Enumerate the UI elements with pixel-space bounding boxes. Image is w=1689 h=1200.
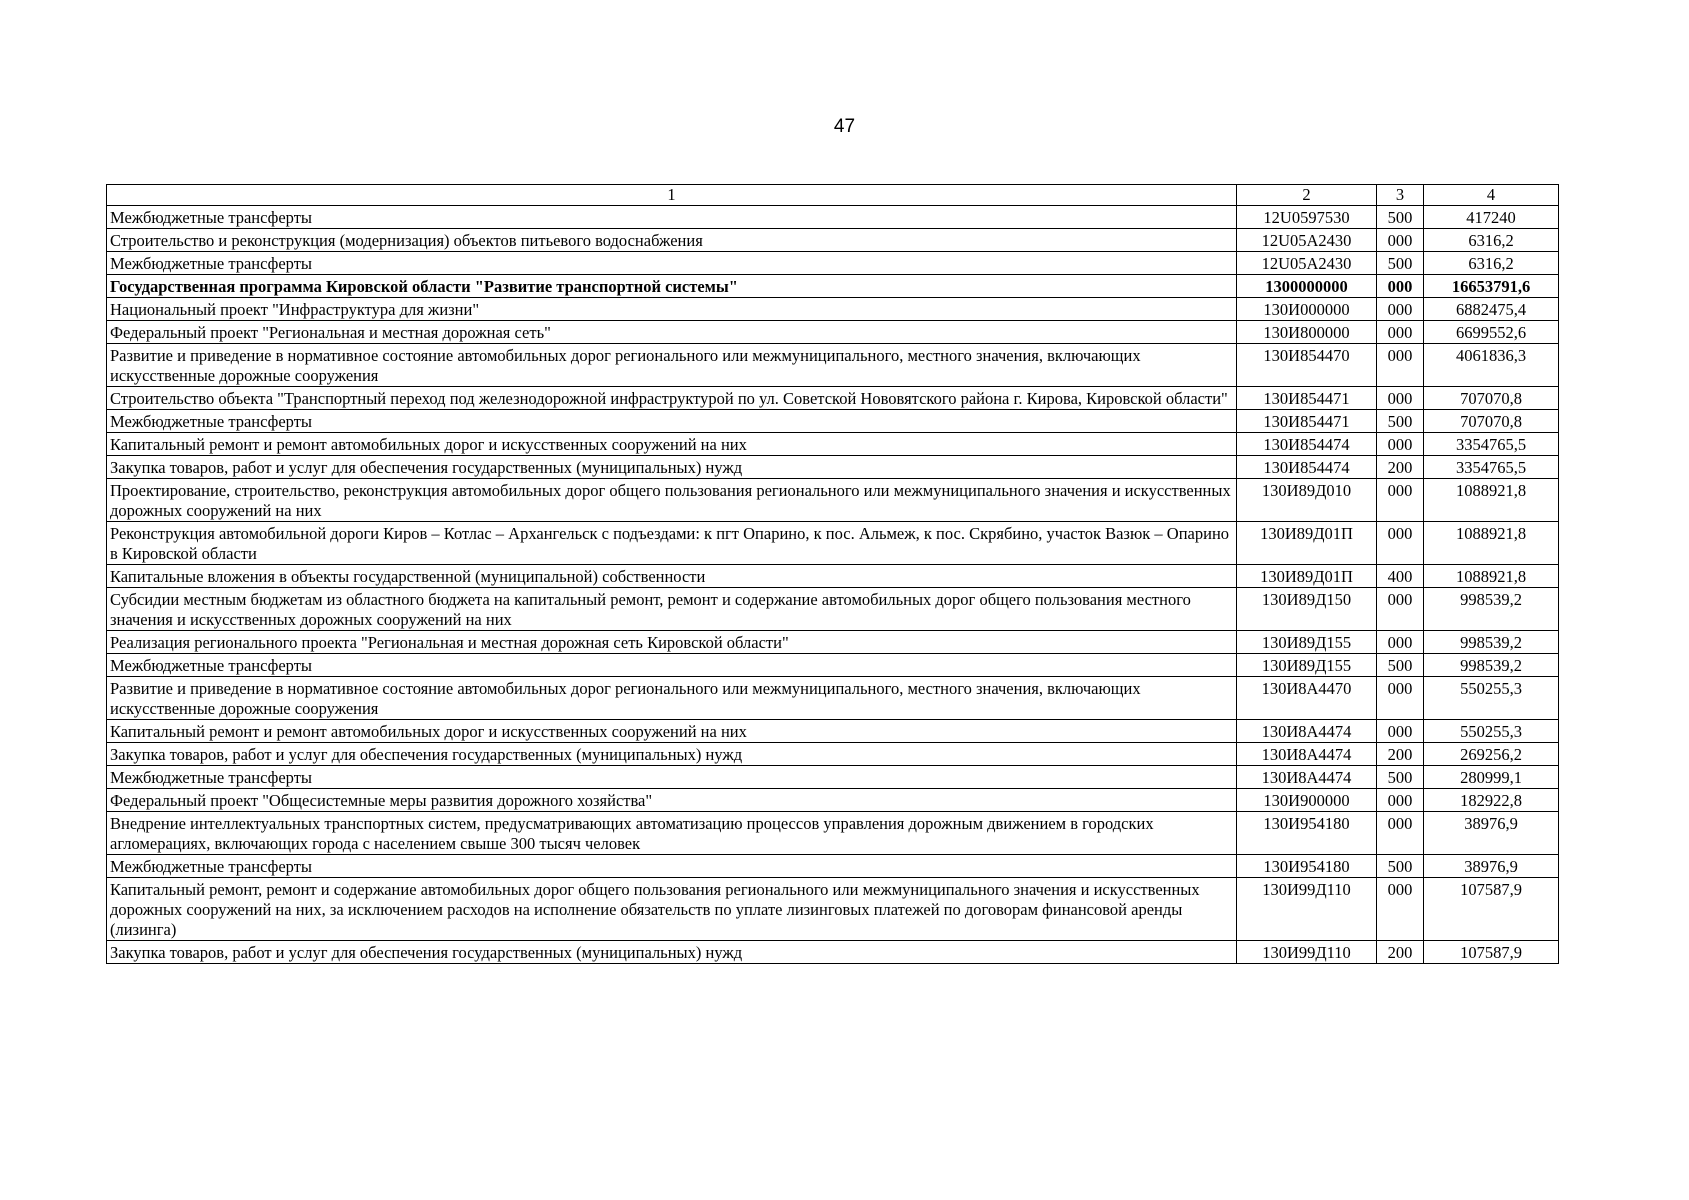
row-code-cell: 130И89Д01П: [1237, 522, 1377, 565]
row-amount-cell: 6316,2: [1424, 252, 1559, 275]
row-code-cell: 130И8А4470: [1237, 677, 1377, 720]
row-name-cell: Закупка товаров, работ и услуг для обеспечения государственных (муниципальных) нужд: [107, 456, 1237, 479]
row-code-cell: 130И000000: [1237, 298, 1377, 321]
row-amount-cell: 3354765,5: [1424, 456, 1559, 479]
column-header-code: 2: [1237, 185, 1377, 206]
row-type-cell: 000: [1377, 677, 1424, 720]
row-code-cell: 130И99Д110: [1237, 878, 1377, 941]
row-type-cell: 200: [1377, 941, 1424, 964]
row-name-cell: Субсидии местным бюджетам из областного бюджета на капитальный ремонт, ремонт и содержание автомобильных дорог общего пользования местного значения и искусственных дорожных сооружений на них: [107, 588, 1237, 631]
table-row: [107, 565, 1559, 588]
row-name-cell: Закупка товаров, работ и услуг для обеспечения государственных (муниципальных) нужд: [107, 941, 1237, 964]
row-name-cell: Развитие и приведение в нормативное состояние автомобильных дорог регионального или межмуниципального, местного значения, включающих искусственные дорожные сооружения: [107, 677, 1237, 720]
table-row: [107, 229, 1559, 252]
page-number: 47: [833, 116, 856, 137]
row-amount-cell: 1088921,8: [1424, 565, 1559, 588]
table-row: [107, 941, 1559, 964]
table-row: [107, 298, 1559, 321]
row-amount-cell: 6316,2: [1424, 229, 1559, 252]
table-header-row: [107, 185, 1559, 206]
row-type-cell: 000: [1377, 275, 1424, 298]
row-name-cell: Межбюджетные трансферты: [107, 252, 1237, 275]
row-code-cell: 130И854470: [1237, 344, 1377, 387]
table-row: [107, 456, 1559, 479]
table-row: [107, 479, 1559, 522]
row-name-cell: Национальный проект "Инфраструктура для жизни": [107, 298, 1237, 321]
row-name-cell: Капитальный ремонт, ремонт и содержание автомобильных дорог общего пользования регионального или межмуниципального значения и искусственных дорожных сооружений на них, за исключением расходов на исполнение обязательств по уплате лизинговых платежей по договорам финансовой аренды (лизинга): [107, 878, 1237, 941]
table-row: [107, 410, 1559, 433]
row-name-cell: Межбюджетные трансферты: [107, 654, 1237, 677]
table-row: [107, 878, 1559, 941]
row-type-cell: 500: [1377, 410, 1424, 433]
row-amount-cell: 38976,9: [1424, 812, 1559, 855]
table-row: [107, 588, 1559, 631]
row-code-cell: 12U05A2430: [1237, 252, 1377, 275]
row-name-cell: Проектирование, строительство, реконструкция автомобильных дорог общего пользования регионального или межмуниципального значения и искусственных дорожных сооружений на них: [107, 479, 1237, 522]
row-type-cell: 500: [1377, 654, 1424, 677]
row-amount-cell: 707070,8: [1424, 410, 1559, 433]
row-code-cell: 130И900000: [1237, 789, 1377, 812]
row-type-cell: 000: [1377, 433, 1424, 456]
row-name-cell: Федеральный проект "Региональная и местная дорожная сеть": [107, 321, 1237, 344]
row-amount-cell: 550255,3: [1424, 720, 1559, 743]
row-amount-cell: 707070,8: [1424, 387, 1559, 410]
column-header-amount: 4: [1424, 185, 1559, 206]
row-amount-cell: 550255,3: [1424, 677, 1559, 720]
row-name-cell: Межбюджетные трансферты: [107, 410, 1237, 433]
row-type-cell: 500: [1377, 766, 1424, 789]
table-row: [107, 252, 1559, 275]
row-code-cell: 130И89Д010: [1237, 479, 1377, 522]
row-type-cell: 200: [1377, 743, 1424, 766]
row-amount-cell: 6699552,6: [1424, 321, 1559, 344]
table-row: [107, 743, 1559, 766]
row-amount-cell: 107587,9: [1424, 941, 1559, 964]
row-name-cell: Реконструкция автомобильной дороги Киров – Котлас – Архангельск с подъездами: к пгт Опарино, к пос. Альмеж, к пос. Скрябино, участок Вазюк – Опарино в Кировской области: [107, 522, 1237, 565]
row-type-cell: 000: [1377, 789, 1424, 812]
row-name-cell: Внедрение интеллектуальных транспортных систем, предусматривающих автоматизацию процессов управления дорожным движением в городских агломерациях, включающих города с населением свыше 300 тысяч человек: [107, 812, 1237, 855]
row-name-cell: Капитальные вложения в объекты государственной (муниципальной) собственности: [107, 565, 1237, 588]
row-type-cell: 000: [1377, 344, 1424, 387]
row-name-cell: Закупка товаров, работ и услуг для обеспечения государственных (муниципальных) нужд: [107, 743, 1237, 766]
row-code-cell: 12U0597530: [1237, 206, 1377, 229]
row-code-cell: 130И8А4474: [1237, 743, 1377, 766]
table-row: [107, 275, 1559, 298]
row-code-cell: 130И854471: [1237, 387, 1377, 410]
column-header-type: 3: [1377, 185, 1424, 206]
row-code-cell: 130И89Д155: [1237, 654, 1377, 677]
row-code-cell: 130И954180: [1237, 855, 1377, 878]
row-code-cell: 130И854474: [1237, 433, 1377, 456]
table-row: [107, 855, 1559, 878]
table-row: [107, 321, 1559, 344]
table-body: [107, 206, 1559, 964]
column-header-name: 1: [107, 185, 1237, 206]
row-type-cell: 000: [1377, 812, 1424, 855]
table-row: [107, 812, 1559, 855]
row-amount-cell: 4061836,3: [1424, 344, 1559, 387]
row-amount-cell: 6882475,4: [1424, 298, 1559, 321]
row-type-cell: 000: [1377, 321, 1424, 344]
row-type-cell: 000: [1377, 720, 1424, 743]
row-type-cell: 000: [1377, 588, 1424, 631]
row-name-cell: Реализация регионального проекта "Региональная и местная дорожная сеть Кировской области": [107, 631, 1237, 654]
row-amount-cell: 280999,1: [1424, 766, 1559, 789]
row-name-cell: Строительство объекта "Транспортный переход под железнодорожной инфраструктурой по ул. Советской Нововятского района г. Кирова, Кировской области": [107, 387, 1237, 410]
row-code-cell: 130И8А4474: [1237, 720, 1377, 743]
row-type-cell: 000: [1377, 631, 1424, 654]
table-row: [107, 720, 1559, 743]
row-amount-cell: 998539,2: [1424, 654, 1559, 677]
table-row: [107, 344, 1559, 387]
row-amount-cell: 417240: [1424, 206, 1559, 229]
row-amount-cell: 1088921,8: [1424, 522, 1559, 565]
row-type-cell: 000: [1377, 387, 1424, 410]
row-type-cell: 400: [1377, 565, 1424, 588]
table-row: [107, 766, 1559, 789]
row-type-cell: 500: [1377, 252, 1424, 275]
row-code-cell: 130И854474: [1237, 456, 1377, 479]
row-amount-cell: 3354765,5: [1424, 433, 1559, 456]
row-amount-cell: 998539,2: [1424, 588, 1559, 631]
table-row: [107, 654, 1559, 677]
row-type-cell: 500: [1377, 855, 1424, 878]
row-amount-cell: 1088921,8: [1424, 479, 1559, 522]
row-code-cell: 130И89Д150: [1237, 588, 1377, 631]
row-type-cell: 200: [1377, 456, 1424, 479]
budget-table: [106, 184, 1559, 964]
row-code-cell: 130И954180: [1237, 812, 1377, 855]
row-code-cell: 1300000000: [1237, 275, 1377, 298]
row-type-cell: 000: [1377, 522, 1424, 565]
row-amount-cell: 16653791,6: [1424, 275, 1559, 298]
row-type-cell: 500: [1377, 206, 1424, 229]
row-code-cell: 130И800000: [1237, 321, 1377, 344]
table-row: [107, 631, 1559, 654]
row-name-cell: Строительство и реконструкция (модернизация) объектов питьевого водоснабжения: [107, 229, 1237, 252]
row-code-cell: 130И89Д155: [1237, 631, 1377, 654]
row-amount-cell: 38976,9: [1424, 855, 1559, 878]
row-amount-cell: 182922,8: [1424, 789, 1559, 812]
row-name-cell: Межбюджетные трансферты: [107, 766, 1237, 789]
row-name-cell: Межбюджетные трансферты: [107, 206, 1237, 229]
table-row: [107, 522, 1559, 565]
row-name-cell: Капитальный ремонт и ремонт автомобильных дорог и искусственных сооружений на них: [107, 433, 1237, 456]
row-name-cell: Развитие и приведение в нормативное состояние автомобильных дорог регионального или межмуниципального, местного значения, включающих искусственные дорожные сооружения: [107, 344, 1237, 387]
row-name-cell: Капитальный ремонт и ремонт автомобильных дорог и искусственных сооружений на них: [107, 720, 1237, 743]
row-name-cell: Государственная программа Кировской области "Развитие транспортной системы": [107, 275, 1237, 298]
row-type-cell: 000: [1377, 878, 1424, 941]
row-code-cell: 12U05A2430: [1237, 229, 1377, 252]
row-code-cell: 130И8А4474: [1237, 766, 1377, 789]
table-row: [107, 677, 1559, 720]
row-code-cell: 130И99Д110: [1237, 941, 1377, 964]
row-name-cell: Федеральный проект "Общесистемные меры развития дорожного хозяйства": [107, 789, 1237, 812]
row-amount-cell: 107587,9: [1424, 878, 1559, 941]
row-code-cell: 130И89Д01П: [1237, 565, 1377, 588]
table-row: [107, 433, 1559, 456]
row-type-cell: 000: [1377, 229, 1424, 252]
table-row: [107, 789, 1559, 812]
row-type-cell: 000: [1377, 298, 1424, 321]
row-name-cell: Межбюджетные трансферты: [107, 855, 1237, 878]
table-row: [107, 387, 1559, 410]
row-code-cell: 130И854471: [1237, 410, 1377, 433]
table-row: [107, 206, 1559, 229]
row-amount-cell: 998539,2: [1424, 631, 1559, 654]
row-amount-cell: 269256,2: [1424, 743, 1559, 766]
row-type-cell: 000: [1377, 479, 1424, 522]
